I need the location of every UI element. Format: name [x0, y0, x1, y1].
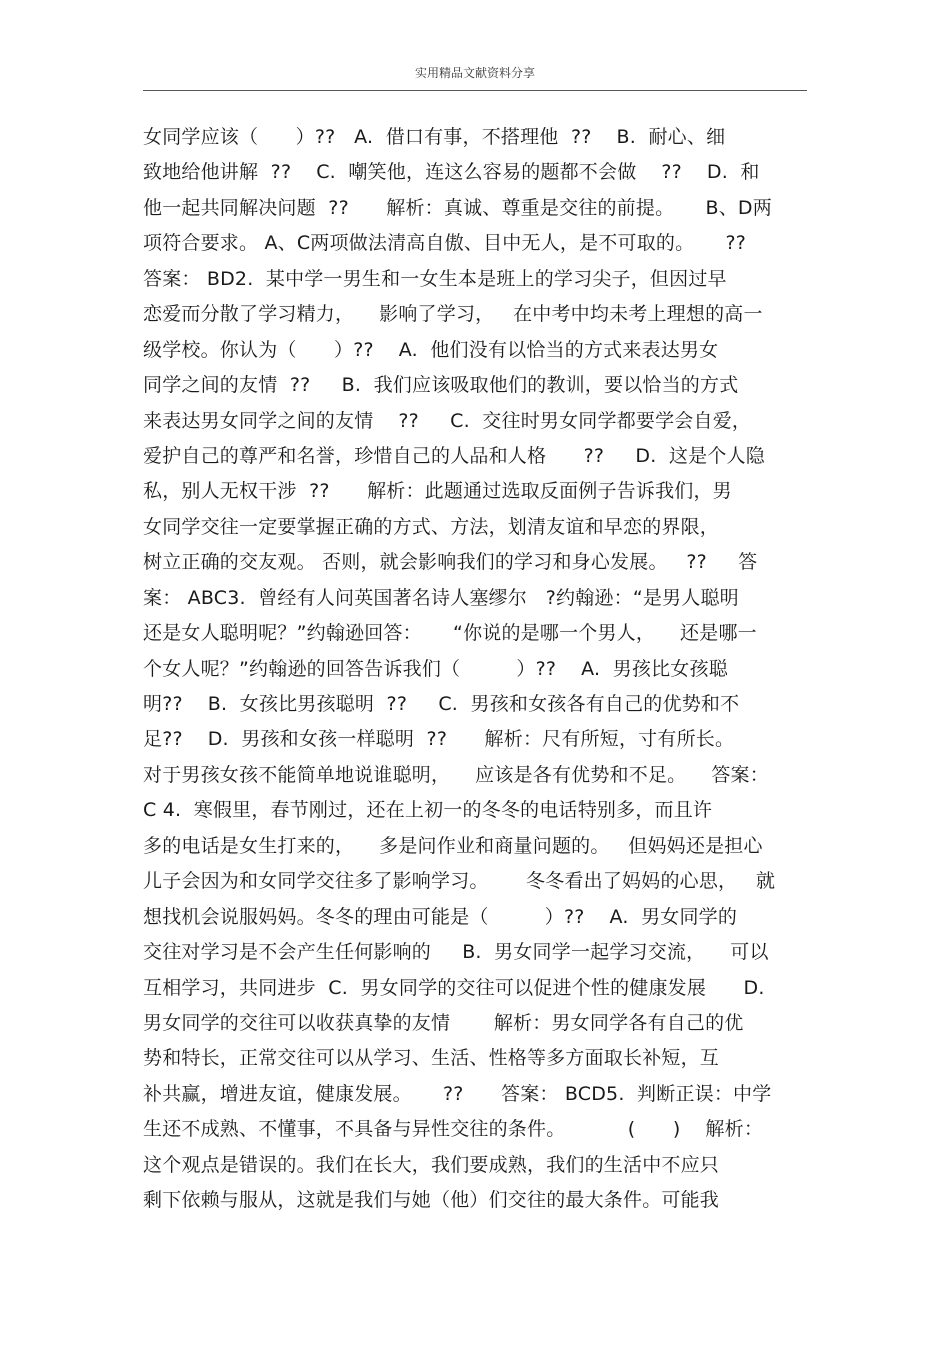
document-body: [143, 120, 823, 1219]
text-line: 项符合要求。 A、C两项做法清高自傲、目中无人，是不可取的。 ??: [143, 232, 747, 255]
text-line: 势和特长，正常交往可以从学习、生活、性格等多方面取长补短，互: [143, 1047, 720, 1070]
text-line: 答案： BD2. 某中学一男生和一女生本是班上的学习尖子，但因过早: [143, 267, 727, 290]
text-line: C 4. 寒假里，春节刚过，还在上初一的冬冬的电话特别多，而且许: [143, 799, 713, 822]
text-line: 还是女人聪明呢？”约翰逊回答： “你说的是哪一个男人， 还是哪一: [143, 622, 757, 645]
text-line: 爱护自己的尊严和名誉，珍惜自己的人品和人格 ?? D. 这是个人隐: [143, 444, 765, 467]
text-line: 多的电话是女生打来的， 多是问作业和商量问题的。 但妈妈还是担心: [143, 834, 763, 857]
text-line: 对于男孩女孩不能简单地说谁聪明， 应该是各有优势和不足。 答案：: [143, 763, 769, 786]
text-line: 树立正确的交友观。 否则，就会影响我们的学习和身心发展。 ?? 答: [143, 551, 758, 574]
text-line: 互相学习，共同进步 C. 男女同学的交往可以促进个性的健康发展 D.: [143, 976, 765, 999]
text-line: 补共赢，增进友谊，健康发展。 ?? 答案： BCD5. 判断正误：中学: [143, 1082, 772, 1105]
text-line: 恋爱而分散了学习精力， 影响了学习， 在中考中均未考上理想的高一: [143, 303, 763, 326]
text-line: 生还不成熟、不懂事，不具备与异性交往的条件。 ( ) 解析：: [143, 1118, 764, 1141]
text-line: 致地给他讲解 ?? C. 嘲笑他，连这么容易的题都不会做 ?? D. 和: [143, 161, 760, 184]
text-line: 儿子会因为和女同学交往多了影响学习。 冬冬看出了妈妈的心思， 就: [143, 870, 776, 893]
text-line: 他一起共同解决问题 ?? 解析：真诚、尊重是交往的前提。 B、D两: [143, 196, 772, 219]
text-line: 男女同学的交往可以收获真挚的友情 解析：男女同学各有自己的优: [143, 1011, 744, 1034]
text-line: 私，别人无权干涉 ?? 解析：此题通过选取反面例子告诉我们，男: [143, 480, 732, 503]
text-line: 级学校。你认为（ ）?? A. 他们没有以恰当的方式来表达男女: [143, 338, 719, 361]
text-line: 女同学交往一定要掌握正确的方式、方法，划清友谊和早恋的界限，: [143, 515, 720, 538]
text-line: 剩下依赖与服从，这就是我们与她（他）们交往的最大条件。可能我: [143, 1189, 720, 1212]
text-line: 案： ABC3. 曾经有人问英国著名诗人塞缪尔 ?约翰逊：“是男人聪明: [143, 586, 739, 609]
text-line: 女同学应该（ ）?? A. 借口有事，不搭理他 ?? B. 耐心、细: [143, 126, 726, 148]
text-line: 同学之间的友情 ?? B. 我们应该吸取他们的教训，要以恰当的方式: [143, 374, 739, 397]
text-line: 这个观点是错误的。我们在长大，我们要成熟，我们的生活中不应只: [143, 1153, 720, 1176]
text-line: 来表达男女同学之间的友情 ?? C. 交往时男女同学都要学会自爱，: [143, 409, 752, 432]
page-header-title: 实用精品文献资料分享: [414, 66, 535, 80]
text-line: 个女人呢？”约翰逊的回答告诉我们（ ）?? A. 男孩比女孩聪: [143, 657, 728, 680]
text-line: 想找机会说服妈妈。冬冬的理由可能是（ ）?? A. 男女同学的: [143, 905, 738, 928]
text-line: 足?? D. 男孩和女孩一样聪明 ?? 解析：尺有所短，寸有所长。: [143, 728, 735, 751]
header-divider: [143, 90, 807, 91]
text-line: 明?? B. 女孩比男孩聪明 ?? C. 男孩和女孩各有自己的优势和不: [143, 693, 740, 715]
text-line: 交往对学习是不会产生任何影响的 B. 男女同学一起学习交流， 可以: [143, 941, 769, 964]
